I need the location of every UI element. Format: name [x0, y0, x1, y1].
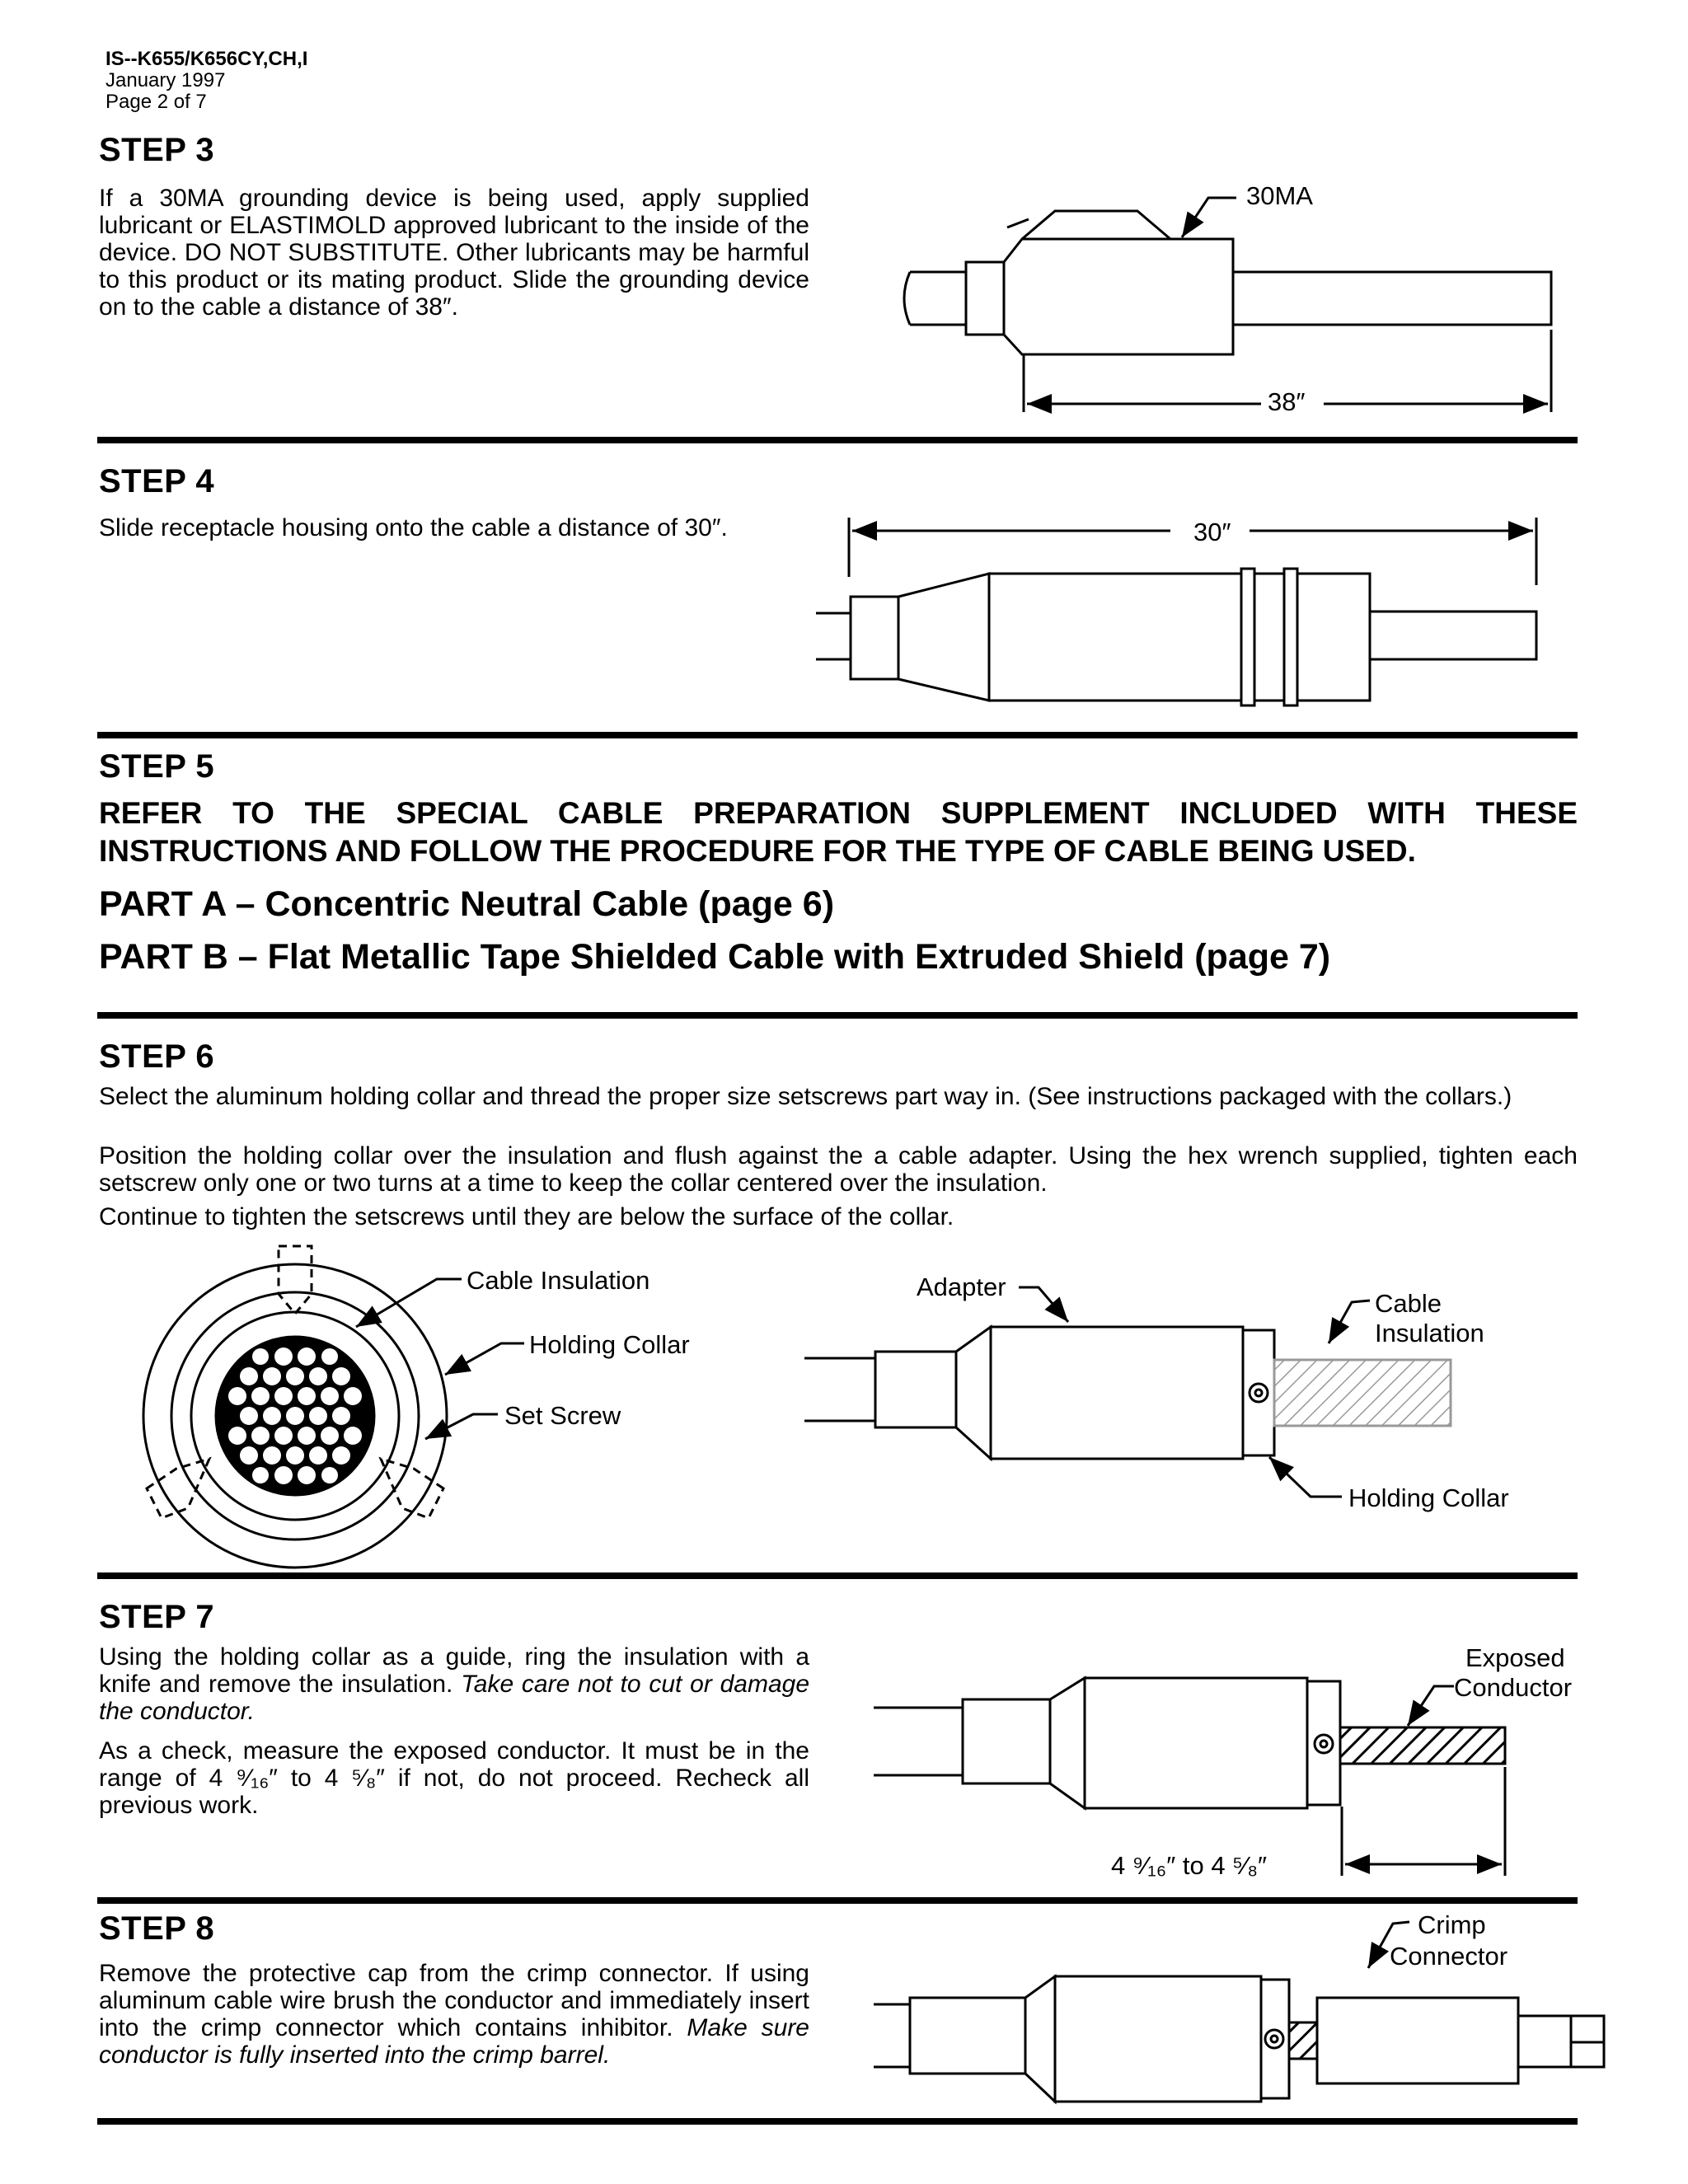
step6-collar-side-view: [804, 1287, 1451, 1497]
step3-label-38: 38″: [1268, 387, 1306, 416]
step8-text-plain: Remove the protective cap from the crimp connector. If using aluminum cable wire brush the conductor and immediately insert into the crimp connector which contains inhibitor.: [99, 1960, 809, 2041]
step5-refer-line2: INSTRUCTIONS AND FOLLOW THE PROCEDURE FOR THE TYPE OF CABLE BEING USED.: [99, 834, 1416, 868]
step3-grounding-device-figure: [904, 198, 1551, 412]
step4-title: STEP 4: [99, 463, 215, 499]
page-number: Page 2 of 7: [106, 91, 207, 113]
step6-collar-cross-section: [143, 1246, 524, 1568]
label-insulation: Insulation: [1375, 1319, 1484, 1347]
step3-text: If a 30MA grounding device is being used, apply supplied lubricant or ELASTIMOLD approved lubricant to the inside of the device. DO NOT SUBSTITUTE. Other lubricants may be harmful to this product or its mating product. Slide the grounding device on to the cable a distance of 38″.: [99, 185, 809, 321]
step6-title: STEP 6: [99, 1038, 215, 1075]
step4-receptacle-housing-figure: [816, 518, 1536, 705]
document-date: January 1997: [106, 69, 226, 91]
label-set-screw: Set Screw: [504, 1401, 621, 1430]
step4-text: Slide receptacle housing onto the cable a distance of 30″.: [99, 514, 728, 541]
step5-part-a: PART A – Concentric Neutral Cable (page 6): [99, 884, 835, 924]
step5-refer-line1: REFER TO THE SPECIAL CABLE PREPARATION SUPPLEMENT INCLUDED WITH THESE: [99, 796, 1578, 830]
step7-text-1-plain: Using the holding collar as a guide, ring the insulation with a knife and remove the insulation.: [99, 1643, 809, 1698]
document-id: IS--K655/K656CY,CH,I: [106, 48, 308, 70]
label-crimp-connector: Connector: [1390, 1942, 1508, 1971]
step3-label-30ma: 30MA: [1246, 181, 1313, 210]
step8-crimp-connector-figure: [874, 1922, 1604, 2102]
step5-title: STEP 5: [99, 748, 215, 785]
step6-text-3: Continue to tighten the setscrews until they are below the surface of the collar.: [99, 1203, 954, 1230]
label-crimp: Crimp: [1418, 1910, 1486, 1939]
label-adapter: Adapter: [917, 1272, 1006, 1301]
label-holding-collar-side: Holding Collar: [1348, 1483, 1509, 1512]
step7-exposed-conductor-figure: [874, 1678, 1505, 1876]
step7-text-2: As a check, measure the exposed conductor. It must be in the range of 4 ⁹⁄₁₆″ to 4 ⁵⁄₈″ if not, do not proceed. Recheck all previous work.: [99, 1737, 809, 1819]
step7-text-1-italic: Take care not to cut or damage the conductor.: [99, 1671, 810, 1725]
label-conductor: Conductor: [1454, 1673, 1573, 1702]
label-cable-insulation: Cable Insulation: [467, 1266, 650, 1295]
step7-title: STEP 7: [99, 1599, 215, 1635]
step5-part-b: PART B – Flat Metallic Tape Shielded Cable with Extruded Shield (page 7): [99, 937, 1331, 977]
label-exposed: Exposed: [1465, 1643, 1565, 1672]
step8-text-italic: Make sure conductor is fully inserted into the crimp barrel.: [99, 2014, 809, 2069]
label-range: 4 ⁹⁄₁₆″ to 4 ⁵⁄₈″: [1111, 1851, 1268, 1880]
step8-title: STEP 8: [99, 1910, 215, 1947]
step6-text-2: Position the holding collar over the insulation and flush against the a cable adapter. Using the hex wrench supplied, tighten each setscrew only one or two turns at a time to keep the collar centered over the insulation.: [99, 1142, 1578, 1197]
label-cable: Cable: [1375, 1289, 1442, 1318]
step3-title: STEP 3: [99, 132, 215, 168]
step4-label-30: 30″: [1193, 518, 1231, 546]
conductor-strands: [228, 1347, 362, 1484]
label-holding-collar: Holding Collar: [529, 1330, 690, 1359]
step6-text-1: Select the aluminum holding collar and thread the proper size setscrews part way in. (See instructions packaged with the collars.): [99, 1083, 1512, 1110]
